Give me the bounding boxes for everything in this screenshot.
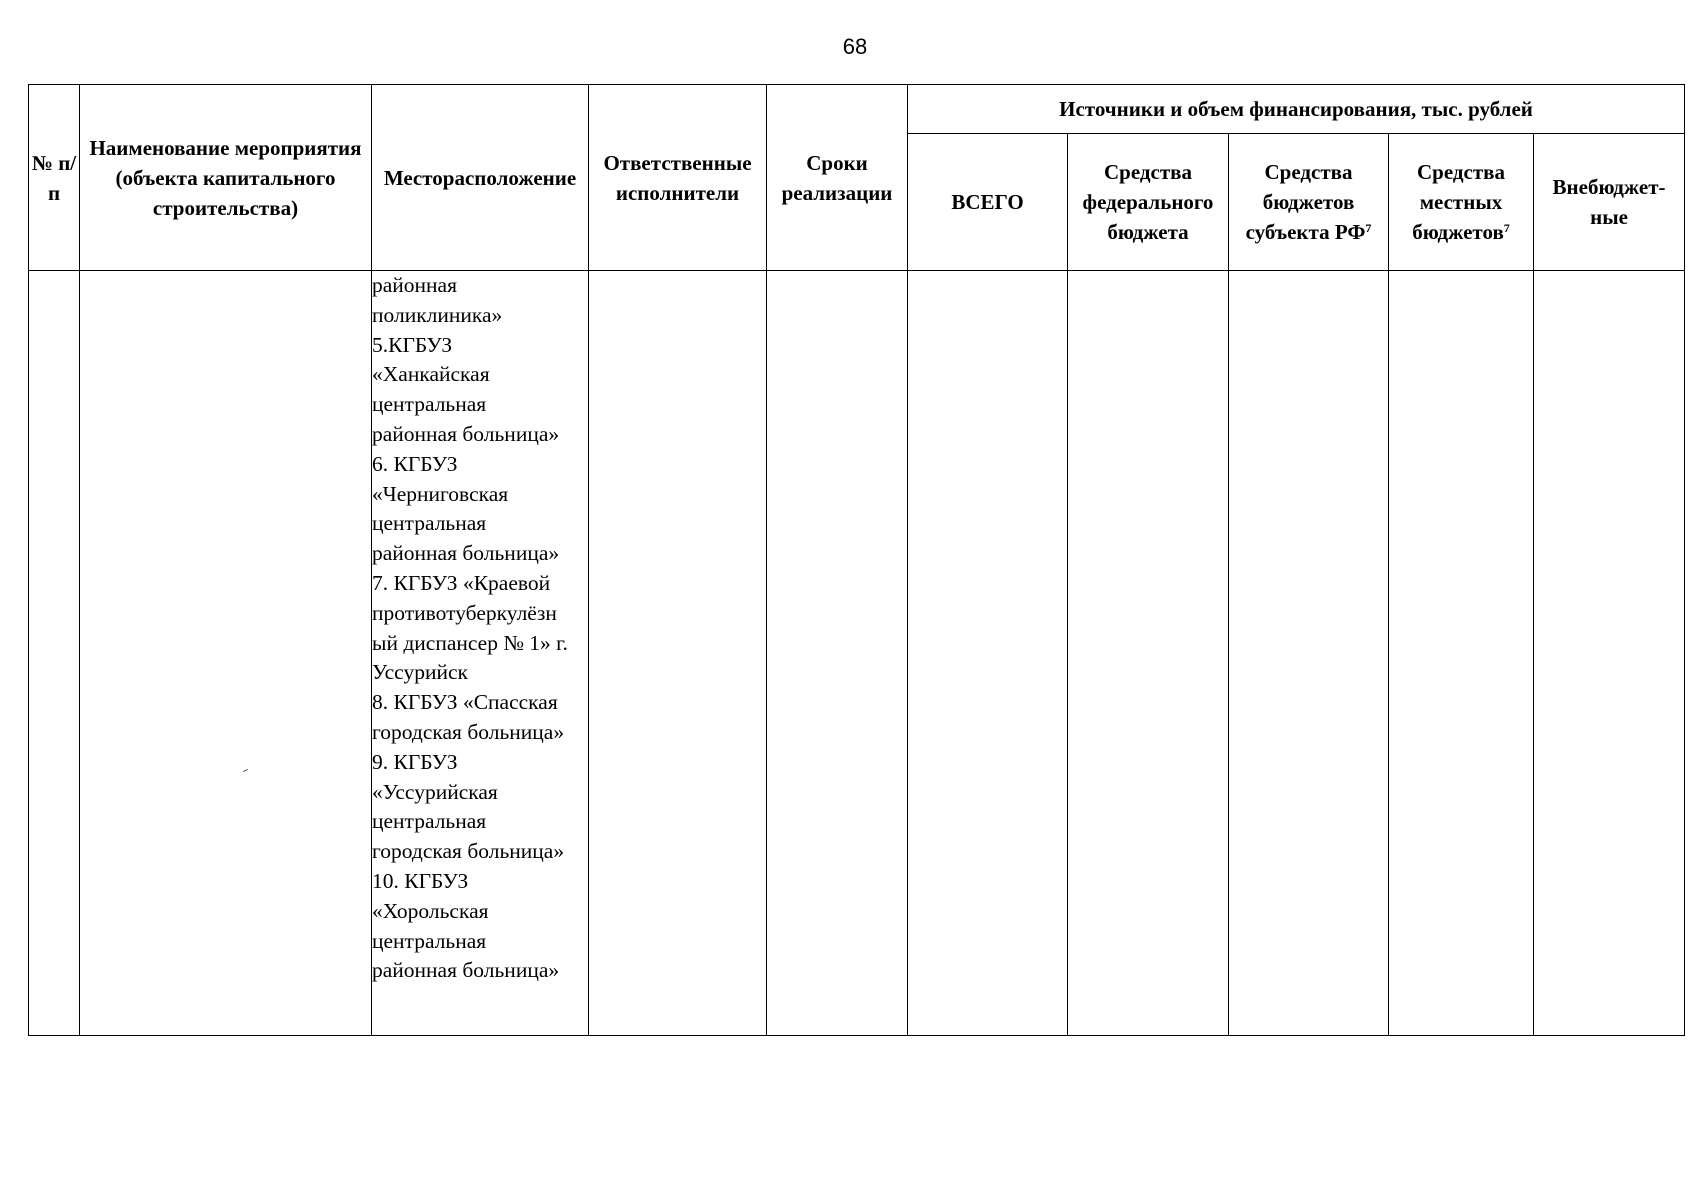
location-line: 8. КГБУЗ «Спасская [372, 690, 558, 715]
location-line: противотуберкулёзн [372, 600, 557, 625]
location-line: «Уссурийская [372, 779, 498, 804]
location-line: 9. КГБУЗ [372, 749, 458, 774]
location-line: районная больница» [372, 958, 560, 983]
location-line: поликлиника» [372, 302, 503, 327]
header-extrabudget: Внебюджет-ные [1534, 134, 1685, 271]
header-location: Месторасположение [372, 85, 589, 271]
header-name: Наименование мероприятия (объекта капитального строительства) [80, 85, 372, 271]
location-line: 5.КГБУЗ [372, 332, 453, 357]
cell-terms [767, 271, 908, 1036]
header-federal: Средства федерального бюджета [1068, 134, 1229, 271]
location-line: городская больница» [372, 719, 565, 744]
header-regional [1229, 134, 1389, 271]
location-line: центральная [372, 392, 487, 417]
table-row [29, 271, 1685, 1036]
footnote-marker: 7 [1503, 221, 1510, 235]
location-line: 6. КГБУЗ [372, 451, 458, 476]
header-terms: Сроки реализации [767, 85, 908, 271]
cell-local [1389, 271, 1534, 1036]
cell-extrabudget [1534, 271, 1685, 1036]
cell-location [372, 271, 589, 1036]
cell-responsible [589, 271, 767, 1036]
cell-federal [1068, 271, 1229, 1036]
location-line: районная [372, 273, 457, 297]
header-sources: Источники и объем финансирования, тыс. рублей [908, 85, 1685, 134]
cell-num [29, 271, 80, 1036]
location-line: «Черниговская [372, 481, 509, 506]
header-regional-label: Средства бюджетов субъекта РФ [1245, 160, 1366, 244]
location-line: центральная [372, 511, 487, 536]
location-line: центральная [372, 809, 487, 834]
header-responsible: Ответственные исполнители [589, 85, 767, 271]
header-row-1 [29, 85, 1685, 134]
location-line: Уссурийск [372, 660, 468, 685]
location-line: 10. КГБУЗ [372, 868, 469, 893]
page-number: 68 [842, 34, 868, 59]
location-line: районная больница» [372, 421, 560, 446]
cell-total [908, 271, 1068, 1036]
header-local [1389, 134, 1534, 271]
footnote-marker: 7 [1365, 221, 1372, 235]
location-line: 7. КГБУЗ «Краевой [372, 570, 551, 595]
location-line: «Хорольская [372, 898, 489, 923]
location-line: «Ханкайская [372, 362, 490, 387]
header-num: № п/п [29, 85, 80, 271]
financing-table [28, 84, 1685, 1036]
location-line: городская больница» [372, 839, 565, 864]
location-line: районная больница» [372, 541, 560, 566]
header-local-label: Средства местных бюджетов [1412, 160, 1505, 244]
cell-name [80, 271, 372, 1036]
location-line: центральная [372, 928, 487, 953]
cell-regional [1229, 271, 1389, 1036]
location-line: ый диспансер № 1» г. [372, 630, 568, 655]
header-total: ВСЕГО [908, 134, 1068, 271]
